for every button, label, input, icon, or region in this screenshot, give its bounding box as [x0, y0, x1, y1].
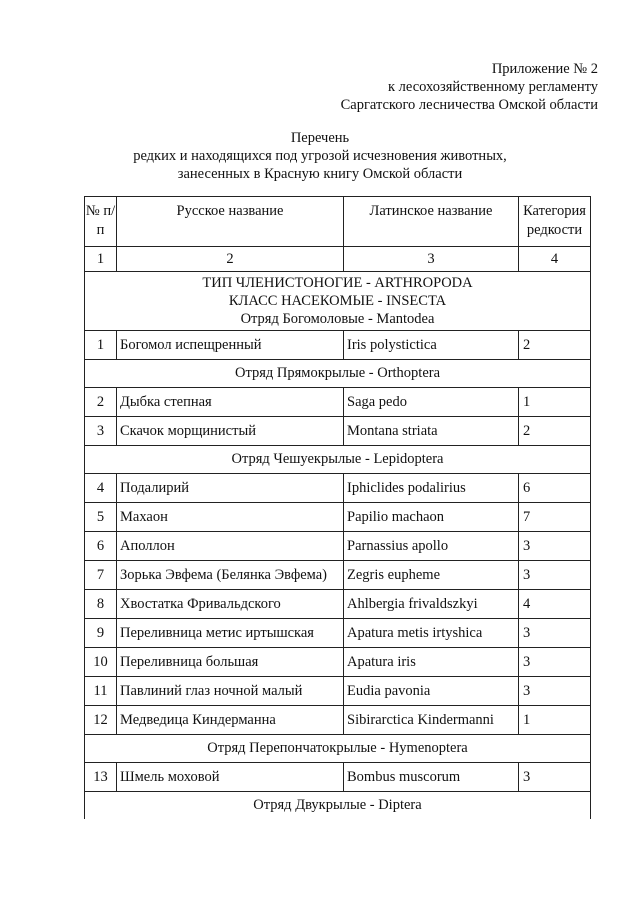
row-num: 3 [85, 417, 117, 446]
row-num: 12 [85, 706, 117, 735]
order-heading: Отряд Богомоловые - Mantodea [240, 311, 435, 327]
appendix-forestry: Саргатского лесничества Омской области [340, 97, 598, 113]
row-latin-name: Ahlbergia frivaldszkyi [344, 590, 519, 619]
colnum-1: 1 [85, 247, 117, 272]
row-num: 4 [85, 474, 117, 503]
row-category: 4 [519, 590, 591, 619]
row-category: 7 [519, 503, 591, 532]
species-table [84, 196, 591, 819]
section-header-row [85, 272, 591, 331]
row-latin-name: Bombus muscorum [344, 763, 519, 792]
row-num: 11 [85, 677, 117, 706]
table-row [85, 706, 591, 735]
table-header-row [85, 197, 591, 247]
row-num: 13 [85, 763, 117, 792]
row-category: 3 [519, 648, 591, 677]
row-latin-name: Eudia pavonia [344, 677, 519, 706]
document-title [0, 129, 640, 183]
title-line-1: Перечень [290, 130, 350, 146]
row-num: 8 [85, 590, 117, 619]
order-row [85, 360, 591, 388]
row-latin-name: Saga pedo [344, 388, 519, 417]
row-num: 7 [85, 561, 117, 590]
order-heading: Отряд Перепончатокрылые - Hymenoptera [85, 735, 591, 763]
row-russian-name: Богомол испещренный [117, 331, 344, 360]
row-russian-name: Медведица Киндерманна [117, 706, 344, 735]
order-heading: Отряд Чешуекрылые - Lepidoptera [85, 446, 591, 474]
table-row [85, 503, 591, 532]
row-category: 1 [519, 706, 591, 735]
order-heading: Отряд Прямокрылые - Orthoptera [85, 360, 591, 388]
row-latin-name: Papilio machaon [344, 503, 519, 532]
row-category: 3 [519, 677, 591, 706]
row-category: 2 [519, 331, 591, 360]
row-category: 2 [519, 417, 591, 446]
order-row [85, 446, 591, 474]
order-row [85, 735, 591, 763]
title-line-2: редких и находящихся под угрозой исчезновения животных, [133, 148, 507, 164]
colnum-3: 3 [344, 247, 519, 272]
table-row [85, 677, 591, 706]
row-russian-name: Переливница метис иртышская [117, 619, 344, 648]
row-russian-name: Павлиний глаз ночной малый [117, 677, 344, 706]
row-num: 5 [85, 503, 117, 532]
row-num: 9 [85, 619, 117, 648]
row-latin-name: Sibirarctica Kindermanni [344, 706, 519, 735]
header-russian-name: Русское название [117, 197, 344, 247]
row-russian-name: Подалирий [117, 474, 344, 503]
class-heading: КЛАСС НАСЕКОМЫЕ - INSECTA [228, 293, 447, 309]
row-num: 2 [85, 388, 117, 417]
type-heading: ТИП ЧЛЕНИСТОНОГИЕ - ARTHROPODA [202, 275, 473, 291]
row-category: 3 [519, 561, 591, 590]
row-latin-name: Apatura metis irtyshica [344, 619, 519, 648]
table-row [85, 619, 591, 648]
order-row [85, 792, 591, 820]
order-heading: Отряд Двукрылые - Diptera [85, 792, 591, 820]
row-russian-name: Дыбка степная [117, 388, 344, 417]
row-russian-name: Переливница большая [117, 648, 344, 677]
table-row [85, 763, 591, 792]
table-row [85, 532, 591, 561]
row-category: 3 [519, 619, 591, 648]
appendix-reference: к лесохозяйственному регламенту [388, 79, 598, 95]
header-num: № п/п [85, 197, 117, 247]
table-row [85, 561, 591, 590]
row-russian-name: Махаон [117, 503, 344, 532]
row-num: 6 [85, 532, 117, 561]
row-latin-name: Zegris eupheme [344, 561, 519, 590]
title-line-3: занесенных в Красную книгу Омской области [177, 166, 463, 182]
row-latin-name: Parnassius apollo [344, 532, 519, 561]
header-category: Категория редкости [519, 197, 591, 247]
row-latin-name: Iphiclides podalirius [344, 474, 519, 503]
row-category: 1 [519, 388, 591, 417]
table-row [85, 648, 591, 677]
table-row [85, 417, 591, 446]
row-russian-name: Аполлон [117, 532, 344, 561]
appendix-number: Приложение № 2 [491, 61, 598, 77]
row-num: 1 [85, 331, 117, 360]
row-category: 3 [519, 532, 591, 561]
colnum-4: 4 [519, 247, 591, 272]
table-row [85, 388, 591, 417]
row-category: 6 [519, 474, 591, 503]
row-category: 3 [519, 763, 591, 792]
table-row [85, 474, 591, 503]
row-latin-name: Iris polystictica [344, 331, 519, 360]
row-russian-name: Зорька Эвфема (Белянка Эвфема) [117, 561, 344, 590]
table-row [85, 331, 591, 360]
row-russian-name: Хвостатка Фривальдского [117, 590, 344, 619]
row-russian-name: Шмель моховой [117, 763, 344, 792]
table-row [85, 590, 591, 619]
colnum-2: 2 [117, 247, 344, 272]
appendix-header [341, 60, 598, 114]
row-num: 10 [85, 648, 117, 677]
row-latin-name: Montana striata [344, 417, 519, 446]
section-header-cell [85, 272, 591, 331]
row-russian-name: Скачок морщинистый [117, 417, 344, 446]
column-number-row [85, 247, 591, 272]
header-latin-name: Латинское название [344, 197, 519, 247]
row-latin-name: Apatura iris [344, 648, 519, 677]
